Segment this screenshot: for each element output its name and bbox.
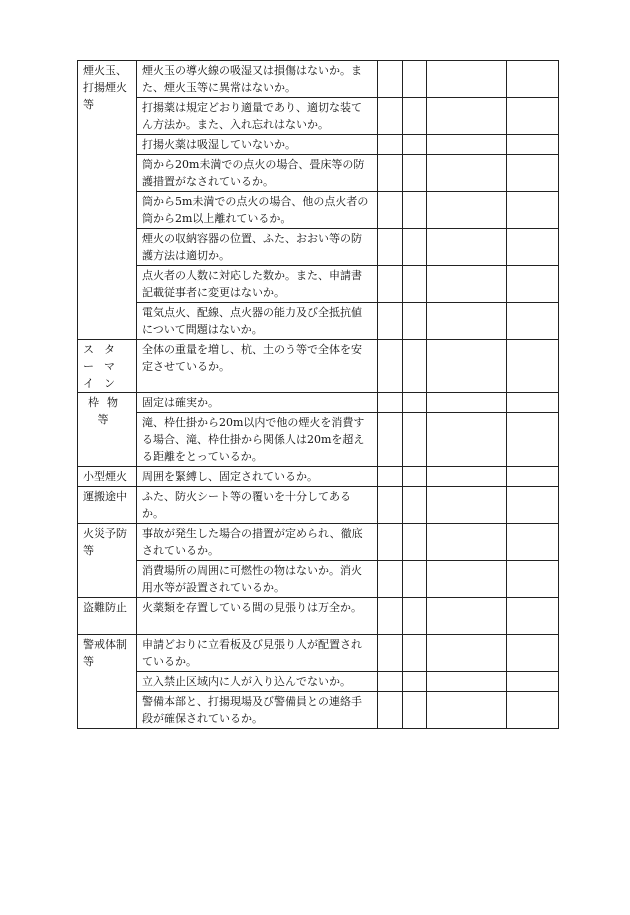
check-cell-1[interactable] bbox=[378, 266, 403, 303]
check-cell-1[interactable] bbox=[378, 467, 403, 487]
check-cell-2[interactable] bbox=[403, 524, 427, 561]
check-cell-4[interactable] bbox=[507, 98, 559, 135]
check-cell-3[interactable] bbox=[427, 98, 507, 135]
check-item: 筒から5m未満での点火の場合、他の点火者の筒から2m以上離れているか。 bbox=[137, 192, 378, 229]
check-cell-3[interactable] bbox=[427, 692, 507, 729]
check-cell-2[interactable] bbox=[403, 487, 427, 524]
table-row bbox=[78, 692, 559, 729]
check-cell-3[interactable] bbox=[427, 192, 507, 229]
check-item: 火薬類を存置している間の見張りは万全か。 bbox=[137, 598, 378, 635]
check-cell-4[interactable] bbox=[507, 598, 559, 635]
check-cell-3[interactable] bbox=[427, 561, 507, 598]
check-cell-2[interactable] bbox=[403, 672, 427, 692]
check-cell-4[interactable] bbox=[507, 413, 559, 467]
check-cell-2[interactable] bbox=[403, 155, 427, 192]
table-row bbox=[78, 561, 559, 598]
check-cell-3[interactable] bbox=[427, 155, 507, 192]
category-theft-prevention: 盗難防止 bbox=[78, 598, 137, 635]
check-cell-3[interactable] bbox=[427, 340, 507, 393]
check-cell-1[interactable] bbox=[378, 303, 403, 340]
table-row bbox=[78, 393, 559, 413]
inspection-checklist-table bbox=[77, 60, 559, 729]
check-cell-3[interactable] bbox=[427, 135, 507, 155]
category-small-fireworks: 小型煙火 bbox=[78, 467, 137, 487]
check-item: 立入禁止区域内に人が入り込んでないか。 bbox=[137, 672, 378, 692]
check-cell-2[interactable] bbox=[403, 340, 427, 393]
check-item: 申請どおりに立看板及び見張り人が配置されているか。 bbox=[137, 635, 378, 672]
check-cell-2[interactable] bbox=[403, 98, 427, 135]
category-fireworks-shells: 煙火玉、打揚煙火等 bbox=[78, 61, 137, 340]
table-row bbox=[78, 635, 559, 672]
check-cell-4[interactable] bbox=[507, 135, 559, 155]
check-item: 電気点火、配線、点火器の能力及び全抵抗値について問題はないか。 bbox=[137, 303, 378, 340]
check-item: 固定は確実か。 bbox=[137, 393, 378, 413]
check-cell-1[interactable] bbox=[378, 487, 403, 524]
check-cell-2[interactable] bbox=[403, 635, 427, 672]
table-row bbox=[78, 598, 559, 635]
check-cell-3[interactable] bbox=[427, 266, 507, 303]
check-cell-4[interactable] bbox=[507, 672, 559, 692]
check-cell-1[interactable] bbox=[378, 61, 403, 98]
check-cell-1[interactable] bbox=[378, 672, 403, 692]
check-cell-4[interactable] bbox=[507, 340, 559, 393]
table-row bbox=[78, 61, 559, 98]
check-item: 警備本部と、打揚現場及び警備員との連絡手段が確保されているか。 bbox=[137, 692, 378, 729]
check-cell-2[interactable] bbox=[403, 393, 427, 413]
category-frame-fireworks: 枠物等 bbox=[78, 393, 137, 467]
table-row bbox=[78, 487, 559, 524]
check-cell-4[interactable] bbox=[507, 467, 559, 487]
check-cell-1[interactable] bbox=[378, 135, 403, 155]
check-cell-4[interactable] bbox=[507, 229, 559, 266]
check-cell-1[interactable] bbox=[378, 598, 403, 635]
check-item: 点火者の人数に対応した数か。また、申請書記載従事者に変更はないか。 bbox=[137, 266, 378, 303]
check-cell-4[interactable] bbox=[507, 61, 559, 98]
check-cell-1[interactable] bbox=[378, 155, 403, 192]
category-security-system: 警戒体制等 bbox=[78, 635, 137, 729]
category-in-transit: 運搬途中 bbox=[78, 487, 137, 524]
check-cell-2[interactable] bbox=[403, 467, 427, 487]
check-cell-4[interactable] bbox=[507, 192, 559, 229]
check-cell-2[interactable] bbox=[403, 692, 427, 729]
check-item: 滝、枠仕掛から20m以内で他の煙火を消費する場合、滝、枠仕掛から関係人は20mを超える距離をとっているか。 bbox=[137, 413, 378, 467]
check-cell-3[interactable] bbox=[427, 61, 507, 98]
check-cell-3[interactable] bbox=[427, 598, 507, 635]
table-row bbox=[78, 229, 559, 266]
check-cell-3[interactable] bbox=[427, 393, 507, 413]
check-cell-4[interactable] bbox=[507, 487, 559, 524]
check-item: 全体の重量を増し、杭、土のう等で全体を安定させているか。 bbox=[137, 340, 378, 393]
check-cell-3[interactable] bbox=[427, 413, 507, 467]
check-cell-2[interactable] bbox=[403, 135, 427, 155]
check-cell-4[interactable] bbox=[507, 155, 559, 192]
check-cell-2[interactable] bbox=[403, 266, 427, 303]
check-cell-2[interactable] bbox=[403, 61, 427, 98]
check-cell-3[interactable] bbox=[427, 303, 507, 340]
check-cell-1[interactable] bbox=[378, 229, 403, 266]
table-row bbox=[78, 524, 559, 561]
check-cell-4[interactable] bbox=[507, 692, 559, 729]
table-row bbox=[78, 672, 559, 692]
table-row bbox=[78, 266, 559, 303]
check-cell-1[interactable] bbox=[378, 340, 403, 393]
check-cell-1[interactable] bbox=[378, 692, 403, 729]
check-cell-4[interactable] bbox=[507, 303, 559, 340]
check-cell-1[interactable] bbox=[378, 524, 403, 561]
category-star-mine: スターマイン bbox=[78, 340, 137, 393]
check-cell-4[interactable] bbox=[507, 524, 559, 561]
check-item: 周囲を緊縛し、固定されているか。 bbox=[137, 467, 378, 487]
check-cell-2[interactable] bbox=[403, 598, 427, 635]
check-cell-1[interactable] bbox=[378, 561, 403, 598]
check-cell-2[interactable] bbox=[403, 229, 427, 266]
check-cell-2[interactable] bbox=[403, 303, 427, 340]
check-cell-3[interactable] bbox=[427, 467, 507, 487]
check-cell-2[interactable] bbox=[403, 561, 427, 598]
check-cell-3[interactable] bbox=[427, 229, 507, 266]
check-item: 煙火の収納容器の位置、ふた、おおい等の防護方法は適切か。 bbox=[137, 229, 378, 266]
check-cell-4[interactable] bbox=[507, 635, 559, 672]
table-row bbox=[78, 192, 559, 229]
check-cell-3[interactable] bbox=[427, 487, 507, 524]
check-item: 消費場所の周囲に可燃性の物はないか。消火用水等が設置されているか。 bbox=[137, 561, 378, 598]
check-item: 筒から20m未満での点火の場合、畳床等の防護措置がなされているか。 bbox=[137, 155, 378, 192]
check-item: 事故が発生した場合の措置が定められ、徹底されているか。 bbox=[137, 524, 378, 561]
check-cell-1[interactable] bbox=[378, 635, 403, 672]
check-item: ふた、防火シート等の覆いを十分してあるか。 bbox=[137, 487, 378, 524]
check-cell-2[interactable] bbox=[403, 192, 427, 229]
check-item: 煙火玉の導火線の吸湿又は損傷はないか。また、煙火玉等に異常はないか。 bbox=[137, 61, 378, 98]
check-cell-2[interactable] bbox=[403, 413, 427, 467]
check-cell-4[interactable] bbox=[507, 266, 559, 303]
check-cell-3[interactable] bbox=[427, 672, 507, 692]
check-cell-3[interactable] bbox=[427, 524, 507, 561]
table-row bbox=[78, 340, 559, 393]
table-row bbox=[78, 155, 559, 192]
check-cell-1[interactable] bbox=[378, 192, 403, 229]
table-row bbox=[78, 413, 559, 467]
check-cell-1[interactable] bbox=[378, 98, 403, 135]
check-cell-1[interactable] bbox=[378, 413, 403, 467]
table-row bbox=[78, 135, 559, 155]
check-cell-4[interactable] bbox=[507, 561, 559, 598]
table-row bbox=[78, 467, 559, 487]
check-item: 打揚火薬は吸湿していないか。 bbox=[137, 135, 378, 155]
check-cell-3[interactable] bbox=[427, 635, 507, 672]
table-row bbox=[78, 98, 559, 135]
category-fire-prevention: 火災予防等 bbox=[78, 524, 137, 598]
check-cell-1[interactable] bbox=[378, 393, 403, 413]
check-cell-4[interactable] bbox=[507, 393, 559, 413]
check-item: 打揚薬は規定どおり適量であり、適切な装てん方法か。また、入れ忘れはないか。 bbox=[137, 98, 378, 135]
table-row bbox=[78, 303, 559, 340]
